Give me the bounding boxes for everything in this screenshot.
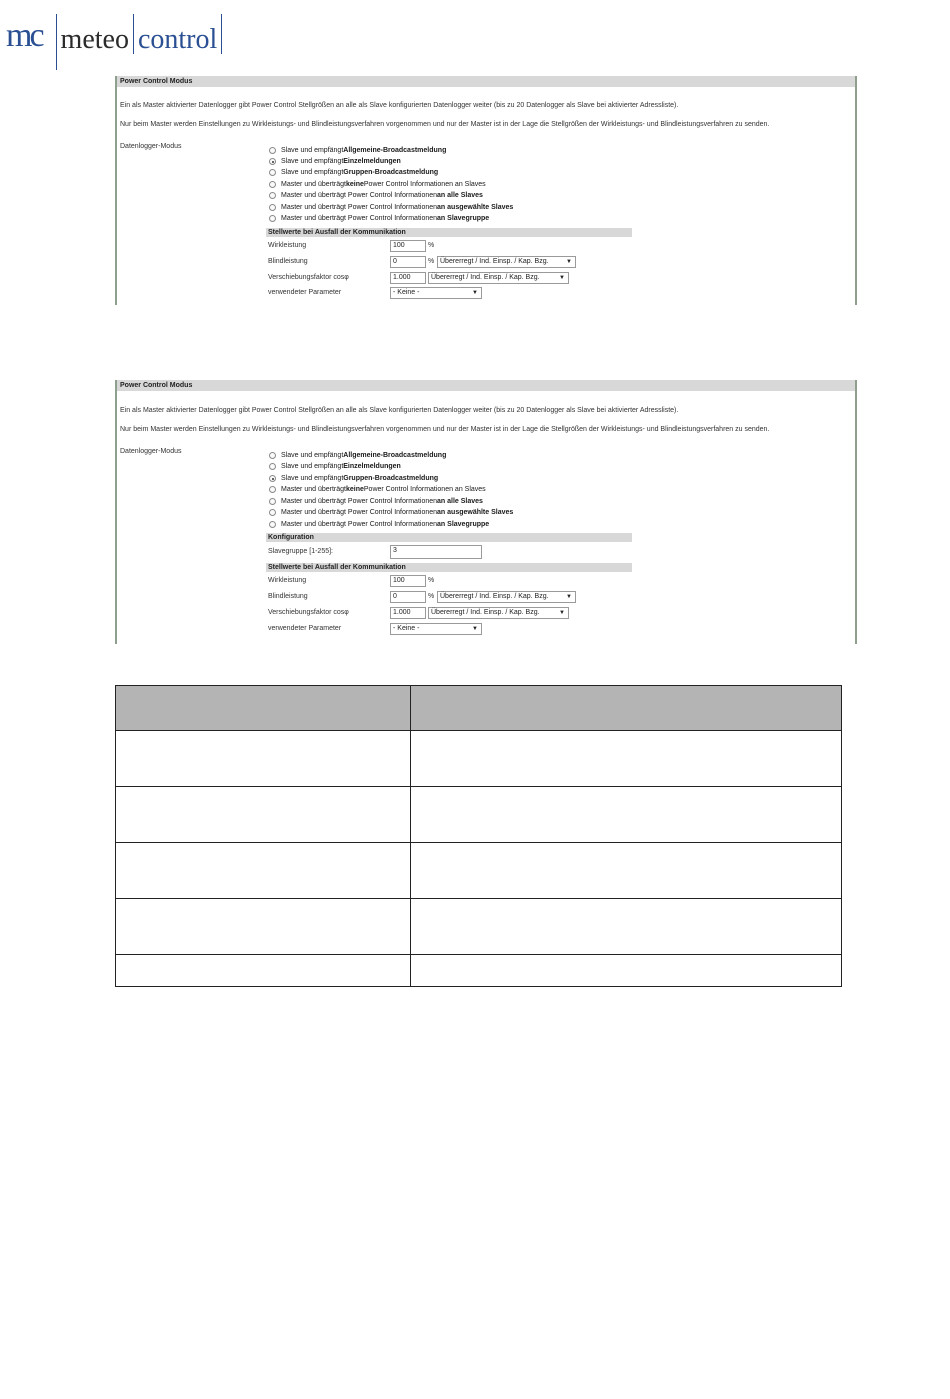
table-header-cell: [116, 686, 411, 731]
radio-button[interactable]: [269, 192, 276, 199]
dropdown-arrow-icon: ▼: [566, 259, 572, 265]
wirkleistung-input[interactable]: 100: [390, 575, 426, 587]
mode-option-1[interactable]: [269, 451, 446, 460]
option-text-bold: an alle Slaves: [437, 498, 483, 505]
mode-option-1[interactable]: [269, 146, 446, 155]
radio-button[interactable]: [269, 181, 276, 188]
table-cell: [411, 787, 842, 843]
blindleistung-label: Blindleistung: [268, 258, 308, 265]
select-value: Übererregt / Ind. Einsp. / Kap. Bzg.: [431, 609, 540, 616]
radio-button-checked[interactable]: [269, 158, 276, 165]
mode-option-7[interactable]: [269, 214, 489, 223]
option-text-bold: an ausgewählte Slaves: [437, 204, 514, 211]
option-text: Slave und empfängt: [281, 147, 344, 154]
radio-button[interactable]: [269, 486, 276, 493]
parameter-label: verwendeter Parameter: [268, 289, 342, 296]
option-text: Master und überträgt: [281, 486, 346, 493]
table-header-row: [116, 686, 842, 731]
option-text-bold: an Slavegruppe: [437, 215, 490, 222]
option-text-bold: Gruppen-Broadcastmeldung: [343, 475, 439, 482]
radio-button[interactable]: [269, 215, 276, 222]
option-text: Slave und empfängt: [281, 158, 344, 165]
option-text-bold: Gruppen-Broadcastmeldung: [343, 169, 439, 176]
option-text-bold: Allgemeine-Broadcastmeldung: [343, 147, 447, 154]
wirkleistung-label: Wirkleistung: [268, 577, 307, 584]
table-row: [116, 843, 842, 899]
logo-divider: [56, 14, 57, 70]
option-text: Master und überträgt Power Control Informationen: [281, 498, 438, 505]
blindleistung-mode-select[interactable]: [437, 256, 576, 268]
parameter-select[interactable]: [390, 287, 482, 299]
option-text-bold: an ausgewählte Slaves: [437, 509, 514, 516]
intro-text-2: Nur beim Master werden Einstellungen zu Wirkleistungs- und Blindleistungsverfahren vorgenommen und nur der Master ist in der Lage die Stellgrößen der Wirkleistungs- und Blindleistungsverfahren zu senden.: [120, 426, 770, 433]
table-row: [116, 955, 842, 987]
table-cell: [116, 787, 411, 843]
radio-button[interactable]: [269, 509, 276, 516]
option-text-bold: keine: [345, 486, 364, 493]
select-value: Übererregt / Ind. Einsp. / Kap. Bzg.: [440, 258, 549, 265]
option-text: Master und überträgt Power Control Informationen: [281, 521, 438, 528]
mode-option-3[interactable]: [269, 168, 438, 177]
section-header-fallback: Stellwerte bei Ausfall der Kommunikation: [266, 563, 632, 572]
logo-divider: [221, 14, 222, 54]
table-row: [116, 899, 842, 955]
table-cell: [116, 731, 411, 787]
radio-button[interactable]: [269, 521, 276, 528]
parameter-label: verwendeter Parameter: [268, 625, 342, 632]
mode-option-4[interactable]: [269, 180, 486, 189]
power-control-panel-1: [115, 76, 857, 305]
radio-button[interactable]: [269, 169, 276, 176]
select-value: Übererregt / Ind. Einsp. / Kap. Bzg.: [440, 593, 549, 600]
power-control-panel-2: [115, 380, 857, 644]
section-header-fallback: Stellwerte bei Ausfall der Kommunikation: [266, 228, 632, 237]
table-header-cell: [411, 686, 842, 731]
wirkleistung-unit: %: [428, 577, 435, 584]
radio-button[interactable]: [269, 498, 276, 505]
intro-text-1: Ein als Master aktivierter Datenlogger gibt Power Control Stellgrößen an alle als Slave konfigurierten Datenlogger weiter (bis zu 20 Datenlogger als Slave bei aktivierter Adressliste).: [120, 102, 679, 109]
option-text: Master und überträgt: [281, 181, 346, 188]
dropdown-arrow-icon: ▼: [472, 626, 478, 632]
radio-button[interactable]: [269, 147, 276, 154]
radio-button[interactable]: [269, 463, 276, 470]
meteocontrol-logo: [6, 14, 226, 70]
option-text: Master und überträgt Power Control Informationen: [281, 192, 438, 199]
logo-word-meteo: meteo: [60, 24, 129, 55]
cosphi-label: Verschiebungsfaktor cosφ: [268, 274, 349, 281]
mode-option-2[interactable]: [269, 462, 401, 471]
mode-option-3[interactable]: [269, 474, 438, 483]
blindleistung-label: Blindleistung: [268, 593, 308, 600]
parameter-select[interactable]: [390, 623, 482, 635]
mode-option-6[interactable]: [269, 508, 513, 517]
select-value: - Keine -: [393, 289, 420, 296]
cosphi-mode-select[interactable]: [428, 272, 569, 284]
radio-button-checked[interactable]: [269, 475, 276, 482]
radio-button[interactable]: [269, 452, 276, 459]
cosphi-label: Verschiebungsfaktor cosφ: [268, 609, 349, 616]
logo-mark: mc: [6, 17, 42, 54]
logo-divider: [133, 14, 134, 54]
slavegroup-input[interactable]: 3: [390, 545, 482, 559]
table-row: [116, 731, 842, 787]
slavegroup-label: Slavegruppe [1-255]:: [268, 548, 333, 555]
option-text: Slave und empfängt: [281, 475, 344, 482]
option-text-bold: Allgemeine-Broadcastmeldung: [343, 452, 447, 459]
option-text: Master und überträgt Power Control Informationen: [281, 204, 438, 211]
radio-button[interactable]: [269, 204, 276, 211]
option-text-bold: Einzelmeldungen: [343, 158, 401, 165]
mode-option-7[interactable]: [269, 520, 489, 529]
table-cell: [411, 843, 842, 899]
mode-option-4[interactable]: [269, 485, 486, 494]
mode-option-6[interactable]: [269, 203, 513, 212]
option-text-bold: keine: [345, 181, 364, 188]
table-cell: [411, 731, 842, 787]
table-cell: [116, 843, 411, 899]
option-text-bold: Einzelmeldungen: [343, 463, 401, 470]
table-cell: [116, 955, 411, 987]
cosphi-input[interactable]: 1.000: [390, 272, 426, 284]
option-text: Master und überträgt Power Control Informationen: [281, 215, 438, 222]
dropdown-arrow-icon: ▼: [472, 290, 478, 296]
table-cell: [116, 899, 411, 955]
panel-header: Power Control Modus: [117, 76, 855, 87]
mode-option-5[interactable]: [269, 191, 483, 200]
panel-header: Power Control Modus: [117, 380, 855, 391]
option-text-bold: an Slavegruppe: [437, 521, 490, 528]
table-cell: [411, 899, 842, 955]
select-value: - Keine -: [393, 625, 420, 632]
blindleistung-unit: %: [428, 593, 435, 600]
logo-word-control: control: [137, 24, 218, 55]
dropdown-arrow-icon: ▼: [566, 594, 572, 600]
dropdown-arrow-icon: ▼: [559, 275, 565, 281]
cosphi-input[interactable]: 1.000: [390, 607, 426, 619]
wirkleistung-unit: %: [428, 242, 435, 249]
cosphi-mode-select[interactable]: [428, 607, 569, 619]
option-text: Slave und empfängt: [281, 463, 344, 470]
blindleistung-mode-select[interactable]: [437, 591, 576, 603]
table-row: [116, 787, 842, 843]
datenlogger-mode-label: Datenlogger-Modus: [120, 448, 182, 455]
dropdown-arrow-icon: ▼: [559, 610, 565, 616]
select-value: Übererregt / Ind. Einsp. / Kap. Bzg.: [431, 274, 540, 281]
option-text-bold: an alle Slaves: [437, 192, 483, 199]
blindleistung-unit: %: [428, 258, 435, 265]
option-text: Power Control Informationen an Slaves: [363, 181, 486, 188]
option-text: Slave und empfängt: [281, 452, 344, 459]
wirkleistung-label: Wirkleistung: [268, 242, 307, 249]
mode-option-2[interactable]: [269, 157, 401, 166]
wirkleistung-input[interactable]: 100: [390, 240, 426, 252]
datenlogger-mode-label: Datenlogger-Modus: [120, 143, 182, 150]
option-text: Power Control Informationen an Slaves: [363, 486, 486, 493]
mode-description-table: [115, 685, 842, 987]
option-text: Slave und empfängt: [281, 169, 344, 176]
section-header-configuration: Konfiguration: [266, 533, 632, 542]
intro-text-1: Ein als Master aktivierter Datenlogger gibt Power Control Stellgrößen an alle als Slave konfigurierten Datenlogger weiter (bis zu 20 Datenlogger als Slave bei aktivierter Adressliste).: [120, 407, 679, 414]
intro-text-2: Nur beim Master werden Einstellungen zu Wirkleistungs- und Blindleistungsverfahren vorgenommen und nur der Master ist in der Lage die Stellgrößen der Wirkleistungs- und Blindleistungsverfahren zu senden.: [120, 121, 770, 128]
table-cell: [411, 955, 842, 987]
blindleistung-input[interactable]: 0: [390, 591, 426, 603]
option-text: Master und überträgt Power Control Informationen: [281, 509, 438, 516]
blindleistung-input[interactable]: 0: [390, 256, 426, 268]
mode-option-5[interactable]: [269, 497, 483, 506]
